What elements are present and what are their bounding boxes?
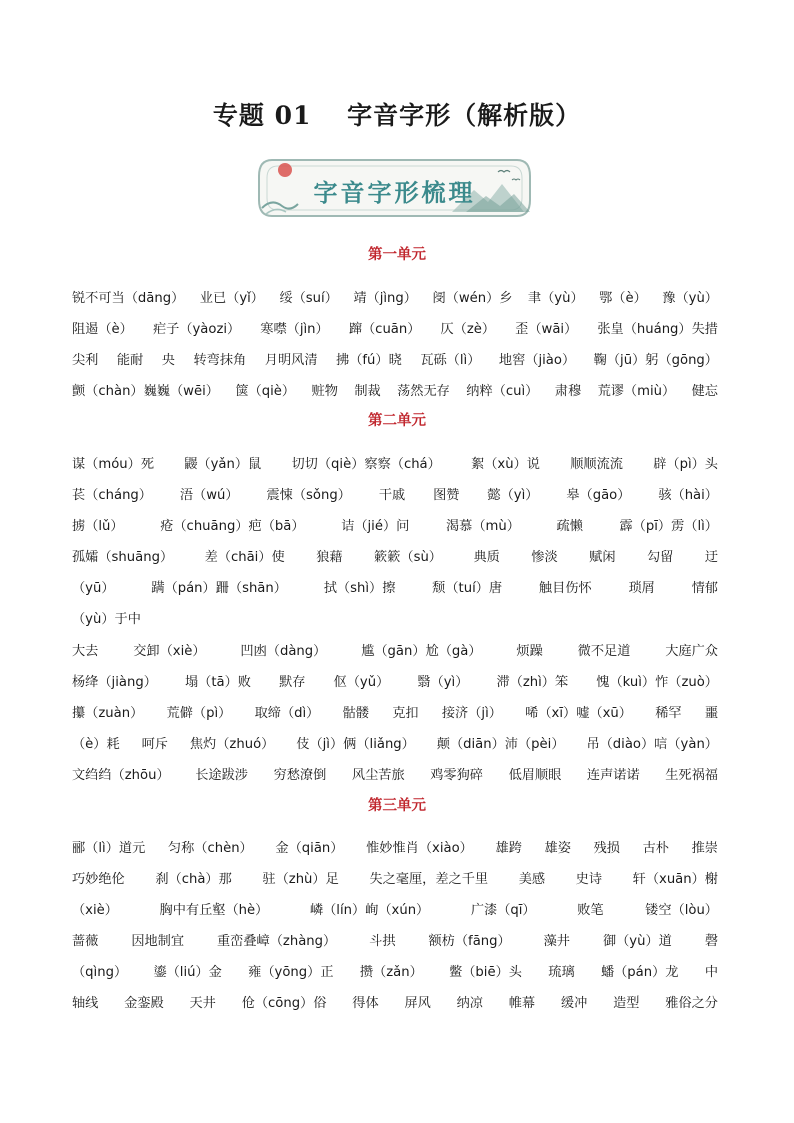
vocab-item: 古朴 <box>642 841 669 856</box>
vocab-item: 疏懒 <box>556 519 583 534</box>
vocab-item: 张皇（huáng）失措 <box>597 322 718 337</box>
vocab-item: 帷幕 <box>508 996 536 1011</box>
vocab-item: 顺顺流流 <box>570 457 623 472</box>
section-banner <box>252 150 537 226</box>
vocab-item: 肃穆 <box>554 384 582 399</box>
vocab-item: 琐屑 <box>628 581 655 596</box>
vocab-item: 凹凼（dàng） <box>240 644 327 659</box>
vocab-item: 连声诺诺 <box>586 768 640 783</box>
vocab-item: 阻遏（è） <box>72 322 133 337</box>
vocab-item: 攥（zuàn） <box>72 706 144 721</box>
vocab-item: 噩 <box>704 706 718 721</box>
vocab-item: 交卸（xiè） <box>133 644 206 659</box>
vocab-item: 愧（kuì）怍（zuò） <box>596 675 718 690</box>
vocab-item: 雄跨 <box>495 841 522 856</box>
unit-heading: 第三单元 <box>368 798 426 814</box>
vocab-item: 轴线 <box>72 996 99 1011</box>
vocab-item: 月明风清 <box>264 353 318 368</box>
vocab-item: 广漆（qī） <box>470 903 536 918</box>
vocab-item: 推崇 <box>691 841 718 856</box>
vocab-item: 攒（zǎn） <box>359 965 423 980</box>
vocab-item: 风尘苦旅 <box>351 768 405 783</box>
vocab-item: 杨绛（jiàng） <box>72 675 157 690</box>
vocab-item: 箧（qiè） <box>235 384 296 399</box>
vocab-item: 勾留 <box>646 550 674 565</box>
vocab-item: 呵斥 <box>141 737 168 752</box>
vocab-item: 惨淡 <box>531 550 558 565</box>
vocab-item: 制裁 <box>354 384 381 399</box>
vocab-item: 史诗 <box>575 872 603 887</box>
vocab-item: 健忘 <box>691 384 718 399</box>
vocab-item: 触目伤怀 <box>538 581 592 596</box>
vocab-item: 屏风 <box>404 996 431 1011</box>
vocab-item: 拂（fú）晓 <box>336 353 402 368</box>
vocab-item: 转弯抹角 <box>193 353 247 368</box>
vocab-item: 藻井 <box>543 934 570 949</box>
vocab-item: 渴慕（mù） <box>445 519 520 534</box>
vocab-item: 得体 <box>352 996 379 1011</box>
vocab-item: 造型 <box>613 996 640 1011</box>
vocab-item: 失之毫厘，差之千里 <box>369 872 489 887</box>
vocab-item: 鄂（è） <box>599 291 647 306</box>
vocab-item: 狼藉 <box>316 550 343 565</box>
vocab-item: 胸中有丘壑（hè） <box>159 903 269 918</box>
vocab-item: 低眉顺眼 <box>508 768 562 783</box>
vocab-item: （qìng） <box>72 965 128 980</box>
vocab-item: 轩（xuān）榭 <box>632 872 718 887</box>
vocab-item: 翳（yì） <box>417 675 469 690</box>
vocab-item: （è）耗 <box>72 737 120 752</box>
page-title: 专题 01 字音字形（解析版） <box>212 101 582 130</box>
vocab-item: 伛（yǔ） <box>333 675 390 690</box>
vocab-item: 塌（tā）败 <box>184 675 251 690</box>
vocab-item: 中 <box>704 965 718 980</box>
vocab-item: 大去 <box>72 644 99 659</box>
vocab-item: 懿（yì） <box>487 488 539 503</box>
vocab-item: 蟠（pán）龙 <box>600 965 679 980</box>
vocab-item: 伧（cōng）俗 <box>241 996 327 1011</box>
vocab-item: 取缔（dì） <box>254 706 320 721</box>
vocab-item: 缓冲 <box>560 996 588 1011</box>
vocab-item: 颤（chàn）巍巍（wēi） <box>72 384 219 399</box>
vocab-item: 颠（diān）沛（pèi） <box>436 737 565 752</box>
vocab-item: 尖利 <box>72 353 99 368</box>
vocab-item: 美感 <box>518 872 546 887</box>
vocab-item: 震悚（sǒng） <box>266 488 351 503</box>
vocab-item: 蹿（cuān） <box>348 322 421 337</box>
vocab-item: 文绉绉（zhōu） <box>72 768 170 783</box>
vocab-item: 赋闲 <box>589 550 616 565</box>
vocab-item: 能耐 <box>116 353 144 368</box>
vocab-item: 疟子（yàozi） <box>152 322 241 337</box>
vocab-item: 聿（yù） <box>527 291 584 306</box>
vocab-item: 业已（yǐ） <box>199 291 264 306</box>
vocab-item: （yū） <box>72 581 115 596</box>
vocab-item: 骇（hài） <box>658 488 718 503</box>
vocab-item: 拭（shì）擦 <box>323 581 396 596</box>
vocab-item: 焦灼（zhuó） <box>189 737 275 752</box>
banner-title: 字音字形梳理 <box>313 179 476 207</box>
vocab-item: 御（yù）道 <box>602 934 672 949</box>
vocab-item: 克扣 <box>392 706 419 721</box>
vocab-item: 歪（wāi） <box>515 322 578 337</box>
vocab-item: 纳凉 <box>456 996 483 1011</box>
vocab-item: 金銮殿 <box>124 996 164 1011</box>
vocab-item: 辟（pì）头 <box>653 457 718 472</box>
vocab-item: 额枋（fāng） <box>428 934 511 949</box>
vocab-item: 接济（jì） <box>441 706 502 721</box>
vocab-item: 绥（suí） <box>279 291 338 306</box>
vocab-item: 靖（jìng） <box>353 291 417 306</box>
vocab-item: （xiè） <box>72 903 118 918</box>
vocab-item: 豫（yù） <box>662 291 718 306</box>
vocab-item: 因地制宜 <box>131 934 185 949</box>
vocab-item: 地窖（jiào） <box>498 353 576 368</box>
vocab-item: 浯（wú） <box>179 488 239 503</box>
vocab-item: 长途跋涉 <box>195 768 248 783</box>
vocab-item: 诘（jié）问 <box>341 519 410 534</box>
vocab-item: 重峦叠嶂（zhàng） <box>217 934 337 949</box>
unit-heading: 第一单元 <box>368 247 426 263</box>
vocab-item: （yù）于中 <box>72 612 141 627</box>
vocab-item: 迂 <box>704 550 718 565</box>
vocab-item: 图赞 <box>433 488 460 503</box>
vocab-item: 荒谬（miù） <box>597 384 676 399</box>
vocab-item: 苌（cháng） <box>72 488 152 503</box>
vocab-item: 掳（lǔ） <box>72 519 124 534</box>
vocab-item: 孤孀（shuāng） <box>72 550 174 565</box>
vocab-item: 簌簌（sù） <box>374 550 442 565</box>
vocab-item: 典质 <box>473 550 500 565</box>
vocab-item: 鳖（biē）头 <box>449 965 522 980</box>
vocab-item: 默存 <box>279 675 306 690</box>
vocab-item: 烦躁 <box>516 644 543 659</box>
vocab-item: 荒僻（pì） <box>166 706 232 721</box>
vocab-item: 鸡零狗碎 <box>430 768 483 783</box>
vocab-item: 情郁 <box>691 581 718 596</box>
vocab-item: 嶙（lín）峋（xún） <box>309 903 430 918</box>
vocab-item: 滞（zhì）笨 <box>496 675 569 690</box>
vocab-item: 疮（chuāng）疤（bā） <box>160 519 305 534</box>
vocab-item: 残损 <box>593 841 620 856</box>
vocab-item: 生死祸福 <box>665 768 718 783</box>
vocab-item: 驻（zhù）足 <box>262 872 339 887</box>
vocab-item: 锐不可当（dāng） <box>72 291 185 306</box>
vocab-item: 阌（wén）乡 <box>432 291 513 306</box>
vocab-item: 磬 <box>704 934 718 949</box>
vocab-item: 稀罕 <box>655 706 682 721</box>
vocab-item: 鼹（yǎn）鼠 <box>184 457 262 472</box>
vocab-item: 鎏（liú）金 <box>153 965 222 980</box>
vocab-item: 斗拱 <box>369 934 396 949</box>
unit-heading: 第二单元 <box>368 413 426 429</box>
vocab-item: 切切（qiè）察察（chá） <box>291 457 441 472</box>
vocab-item: 镂空（lòu） <box>645 903 718 918</box>
vocab-item: 谋（móu）死 <box>72 457 155 472</box>
vocab-item: 骷髅 <box>342 706 369 721</box>
vocab-item: 鞠（jū）躬（gōng） <box>593 353 718 368</box>
vocab-item: 巧妙绝伦 <box>72 872 125 887</box>
vocab-item: 郦（lì）道元 <box>72 841 146 856</box>
vocab-item: 干戚 <box>378 488 406 503</box>
vocab-item: 吊（diào）唁（yàn） <box>586 737 718 752</box>
vocab-item: 皋（gāo） <box>566 488 631 503</box>
vocab-item: 败笔 <box>577 903 604 918</box>
vocab-item: 絮（xù）说 <box>471 457 540 472</box>
vocab-item: 金（qiān） <box>275 841 344 856</box>
vocab-item: 仄（zè） <box>440 322 496 337</box>
vocab-item: 刹（chà）那 <box>155 872 232 887</box>
vocab-item: 霹（pī）雳（lì） <box>619 519 718 534</box>
vocab-item: 匀称（chèn） <box>167 841 253 856</box>
vocab-item: 雄姿 <box>544 841 571 856</box>
vocab-item: 央 <box>161 353 175 368</box>
vocab-item: 天井 <box>189 996 216 1011</box>
vocab-item: 尴（gān）尬（gà） <box>361 644 482 659</box>
vocab-item: 雅俗之分 <box>665 996 718 1011</box>
vocab-item: 伎（jì）俩（liǎng） <box>296 737 415 752</box>
vocab-item: 蔷薇 <box>72 934 99 949</box>
vocab-item: 赃物 <box>311 384 338 399</box>
vocab-item: 瓦砾（lì） <box>420 353 481 368</box>
vocab-item: 寒噤（jìn） <box>260 322 329 337</box>
vocab-item: 雍（yōng）正 <box>248 965 334 980</box>
vocab-item: 颓（tuí）唐 <box>432 581 503 596</box>
vocab-item: 差（chāi）使 <box>204 550 285 565</box>
vocab-item: 琉璃 <box>548 965 575 980</box>
vocab-item: 唏（xī）嘘（xū） <box>525 706 632 721</box>
vocab-item: 纳粹（cuì） <box>466 384 539 399</box>
vocab-item: 蹒（pán）跚（shān） <box>151 581 287 596</box>
vocab-item: 惟妙惟肖（xiào） <box>366 841 473 856</box>
vocab-item: 大庭广众 <box>665 644 718 659</box>
vocab-item: 荡然无存 <box>397 384 450 399</box>
vocab-item: 穷愁潦倒 <box>273 768 327 783</box>
vocab-item: 微不足道 <box>577 644 631 659</box>
